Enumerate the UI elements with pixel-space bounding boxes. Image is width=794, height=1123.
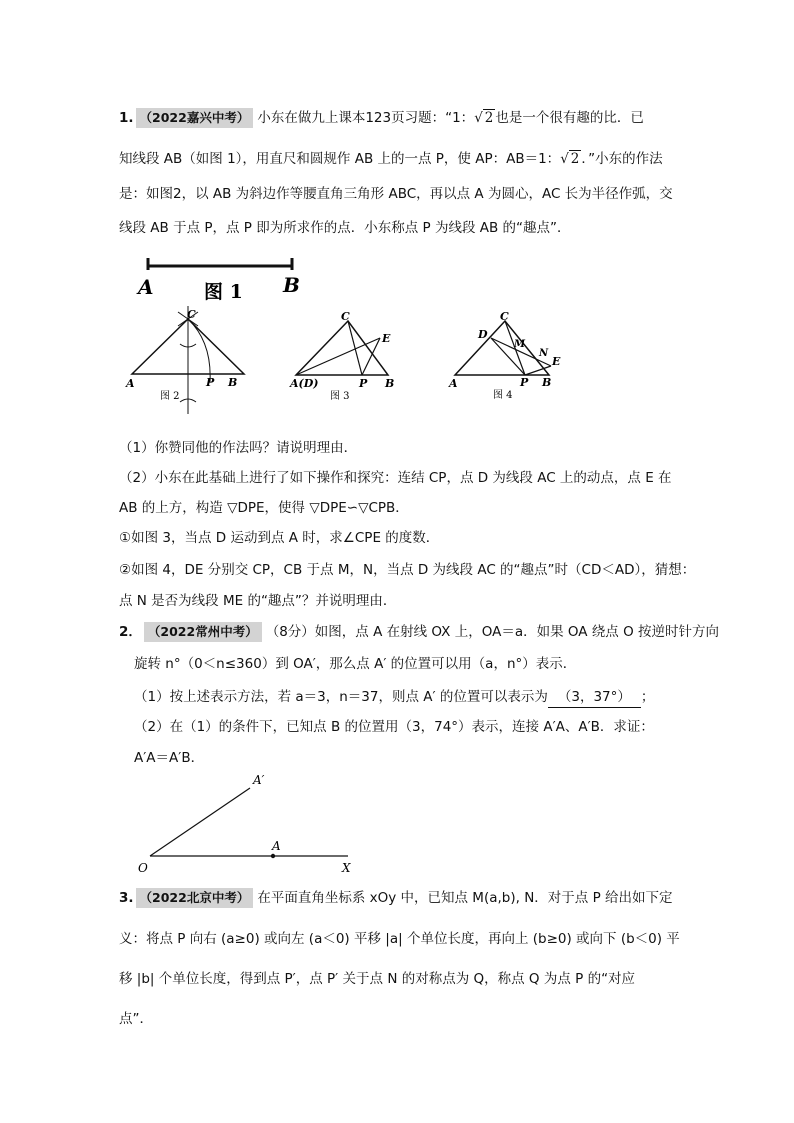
sqrt-symbol: √ 2 — [560, 151, 580, 167]
label-p: P — [206, 376, 215, 389]
label-p: P — [520, 376, 529, 389]
label-m: M — [514, 339, 526, 350]
label-x: X — [342, 861, 351, 875]
label-c: C — [500, 310, 509, 323]
q1-text: 也是一个很有趣的比．已 — [495, 110, 644, 126]
figure-3 — [288, 308, 408, 404]
q3-line-4: 点”． — [119, 1011, 153, 1027]
figure-4-caption: 图 4 — [493, 390, 513, 401]
label-c: C — [341, 310, 350, 323]
label-p: P — [359, 377, 368, 390]
point-a — [271, 854, 275, 858]
q3-source-tag: （2022北京中考） — [136, 888, 254, 908]
q1-line-4: 线段 AB 于点 P，点 P 即为所求作的点．小东称点 P 为线段 AB 的“趣点”． — [119, 220, 571, 236]
segment-cp — [348, 321, 362, 375]
q2-line-3 — [134, 687, 694, 708]
q3-line-3: 移 |b| 个单位长度，得到点 P′，点 P′ 关于点 N 的对称点为 Q，称点 Q 为点 P 的“对应 — [119, 971, 636, 987]
label-a: A — [138, 275, 154, 299]
q1-part-1: （1）你赞同他的作法吗？请说明理由． — [119, 440, 358, 456]
label-e: E — [552, 355, 561, 368]
q2-line-2: 旋转 n°（0＜n≤360）到 OA′，那么点 A′ 的位置可以用（a，n°）表示． — [134, 656, 577, 672]
label-o: O — [138, 861, 148, 875]
q2-source-tag: （2022常州中考） — [144, 622, 262, 642]
ray-oa-prime — [150, 788, 250, 856]
figure-1 — [130, 252, 330, 308]
q1-number: 1. — [119, 110, 134, 126]
q2-line-1 — [119, 622, 720, 642]
triangle-abc — [296, 321, 388, 375]
q2-line-4: （2）在（1）的条件下，已知点 B 的位置用（3，74°）表示，连接 A′A、A′B．求证： — [134, 719, 654, 735]
q2-answer-blank: （3，37°） — [548, 687, 641, 708]
figure-2 — [124, 306, 254, 418]
q3-line-2: 义：将点 P 向右 (a≥0) 或向左 (a＜0) 平移 |a| 个单位长度，再向上 (b≥0) 或向下 (b＜0) 平 — [119, 931, 680, 947]
label-a: A(D) — [290, 377, 319, 390]
q1-text: 小东在做九上课本123页习题：“1： — [257, 110, 475, 126]
triangle-abc — [455, 321, 549, 375]
figure-4 — [447, 305, 577, 405]
q1-part-2-2: ②如图 4，DE 分别交 CP，CB 于点 M，N，当点 D 为线段 AC 的“趣点”时（CD＜AD），猜想： — [119, 562, 696, 578]
q2-number: 2． — [119, 624, 142, 640]
q2-text: （8分）如图，点 A 在射线 OX 上，OA＝a．如果 OA 绕点 O 按逆时针方向 — [265, 624, 720, 640]
figure-3-caption: 图 3 — [330, 391, 350, 402]
arc-ac-radius — [188, 319, 210, 382]
figure-1-caption: 图 1 — [204, 281, 243, 303]
segment-de — [296, 338, 380, 375]
label-b: B — [283, 273, 300, 297]
q3-line-1 — [119, 888, 679, 908]
q1-part-2-1: ①如图 3，当点 D 运动到点 A 时，求∠CPE 的度数． — [119, 530, 440, 546]
label-c: C — [187, 308, 196, 321]
q2-text: ； — [640, 689, 655, 705]
q1-text: 知线段 AB（如图 1），用直尺和圆规作 AB 上的一点 P，使 AP：AB＝1： — [119, 151, 561, 167]
q1-line-3: 是：如图2，以 AB 为斜边作等腰直角三角形 ABC，再以点 A 为圆心，AC 长为半径作弧，交 — [119, 186, 673, 202]
q1-source-tag: （2022嘉兴中考） — [136, 108, 254, 128]
figure-q2-ray — [130, 770, 370, 878]
q1-text: ．”小东的作法 — [581, 151, 663, 167]
label-b: B — [385, 377, 395, 390]
q1-line-1 — [119, 108, 679, 128]
label-b: B — [542, 376, 552, 389]
q1-part-2-2-cont: 点 N 是否为线段 ME 的“趣点”？并说明理由． — [119, 593, 397, 609]
label-a: A — [272, 839, 281, 853]
q2-line-5: A′A＝A′B． — [134, 750, 205, 766]
label-a: A — [449, 377, 458, 390]
label-a-prime: A′ — [253, 773, 265, 787]
label-n: N — [539, 348, 549, 359]
q2-text: （1）按上述表示方法，若 a＝3，n＝37，则点 A′ 的位置可以表示为 — [134, 689, 548, 705]
q3-text: 在平面直角坐标系 xOy 中，已知点 M(a,b), N．对于点 P 给出如下定 — [257, 890, 673, 906]
label-e: E — [382, 332, 391, 345]
label-a: A — [126, 377, 135, 390]
label-d: D — [478, 328, 488, 341]
figure-2-caption: 图 2 — [160, 391, 180, 402]
q1-part-2: （2）小东在此基础上进行了如下操作和探究：连结 CP，点 D 为线段 AC 上的动点，点 E 在 — [119, 470, 672, 486]
q1-part-2-cont: AB 的上方，构造 ▽DPE，使得 ▽DPE∽▽CPB． — [119, 500, 409, 516]
label-b: B — [228, 376, 238, 389]
q3-number: 3. — [119, 890, 134, 906]
sqrt-symbol: √ 2 — [474, 110, 494, 126]
q1-line-2 — [119, 149, 679, 169]
